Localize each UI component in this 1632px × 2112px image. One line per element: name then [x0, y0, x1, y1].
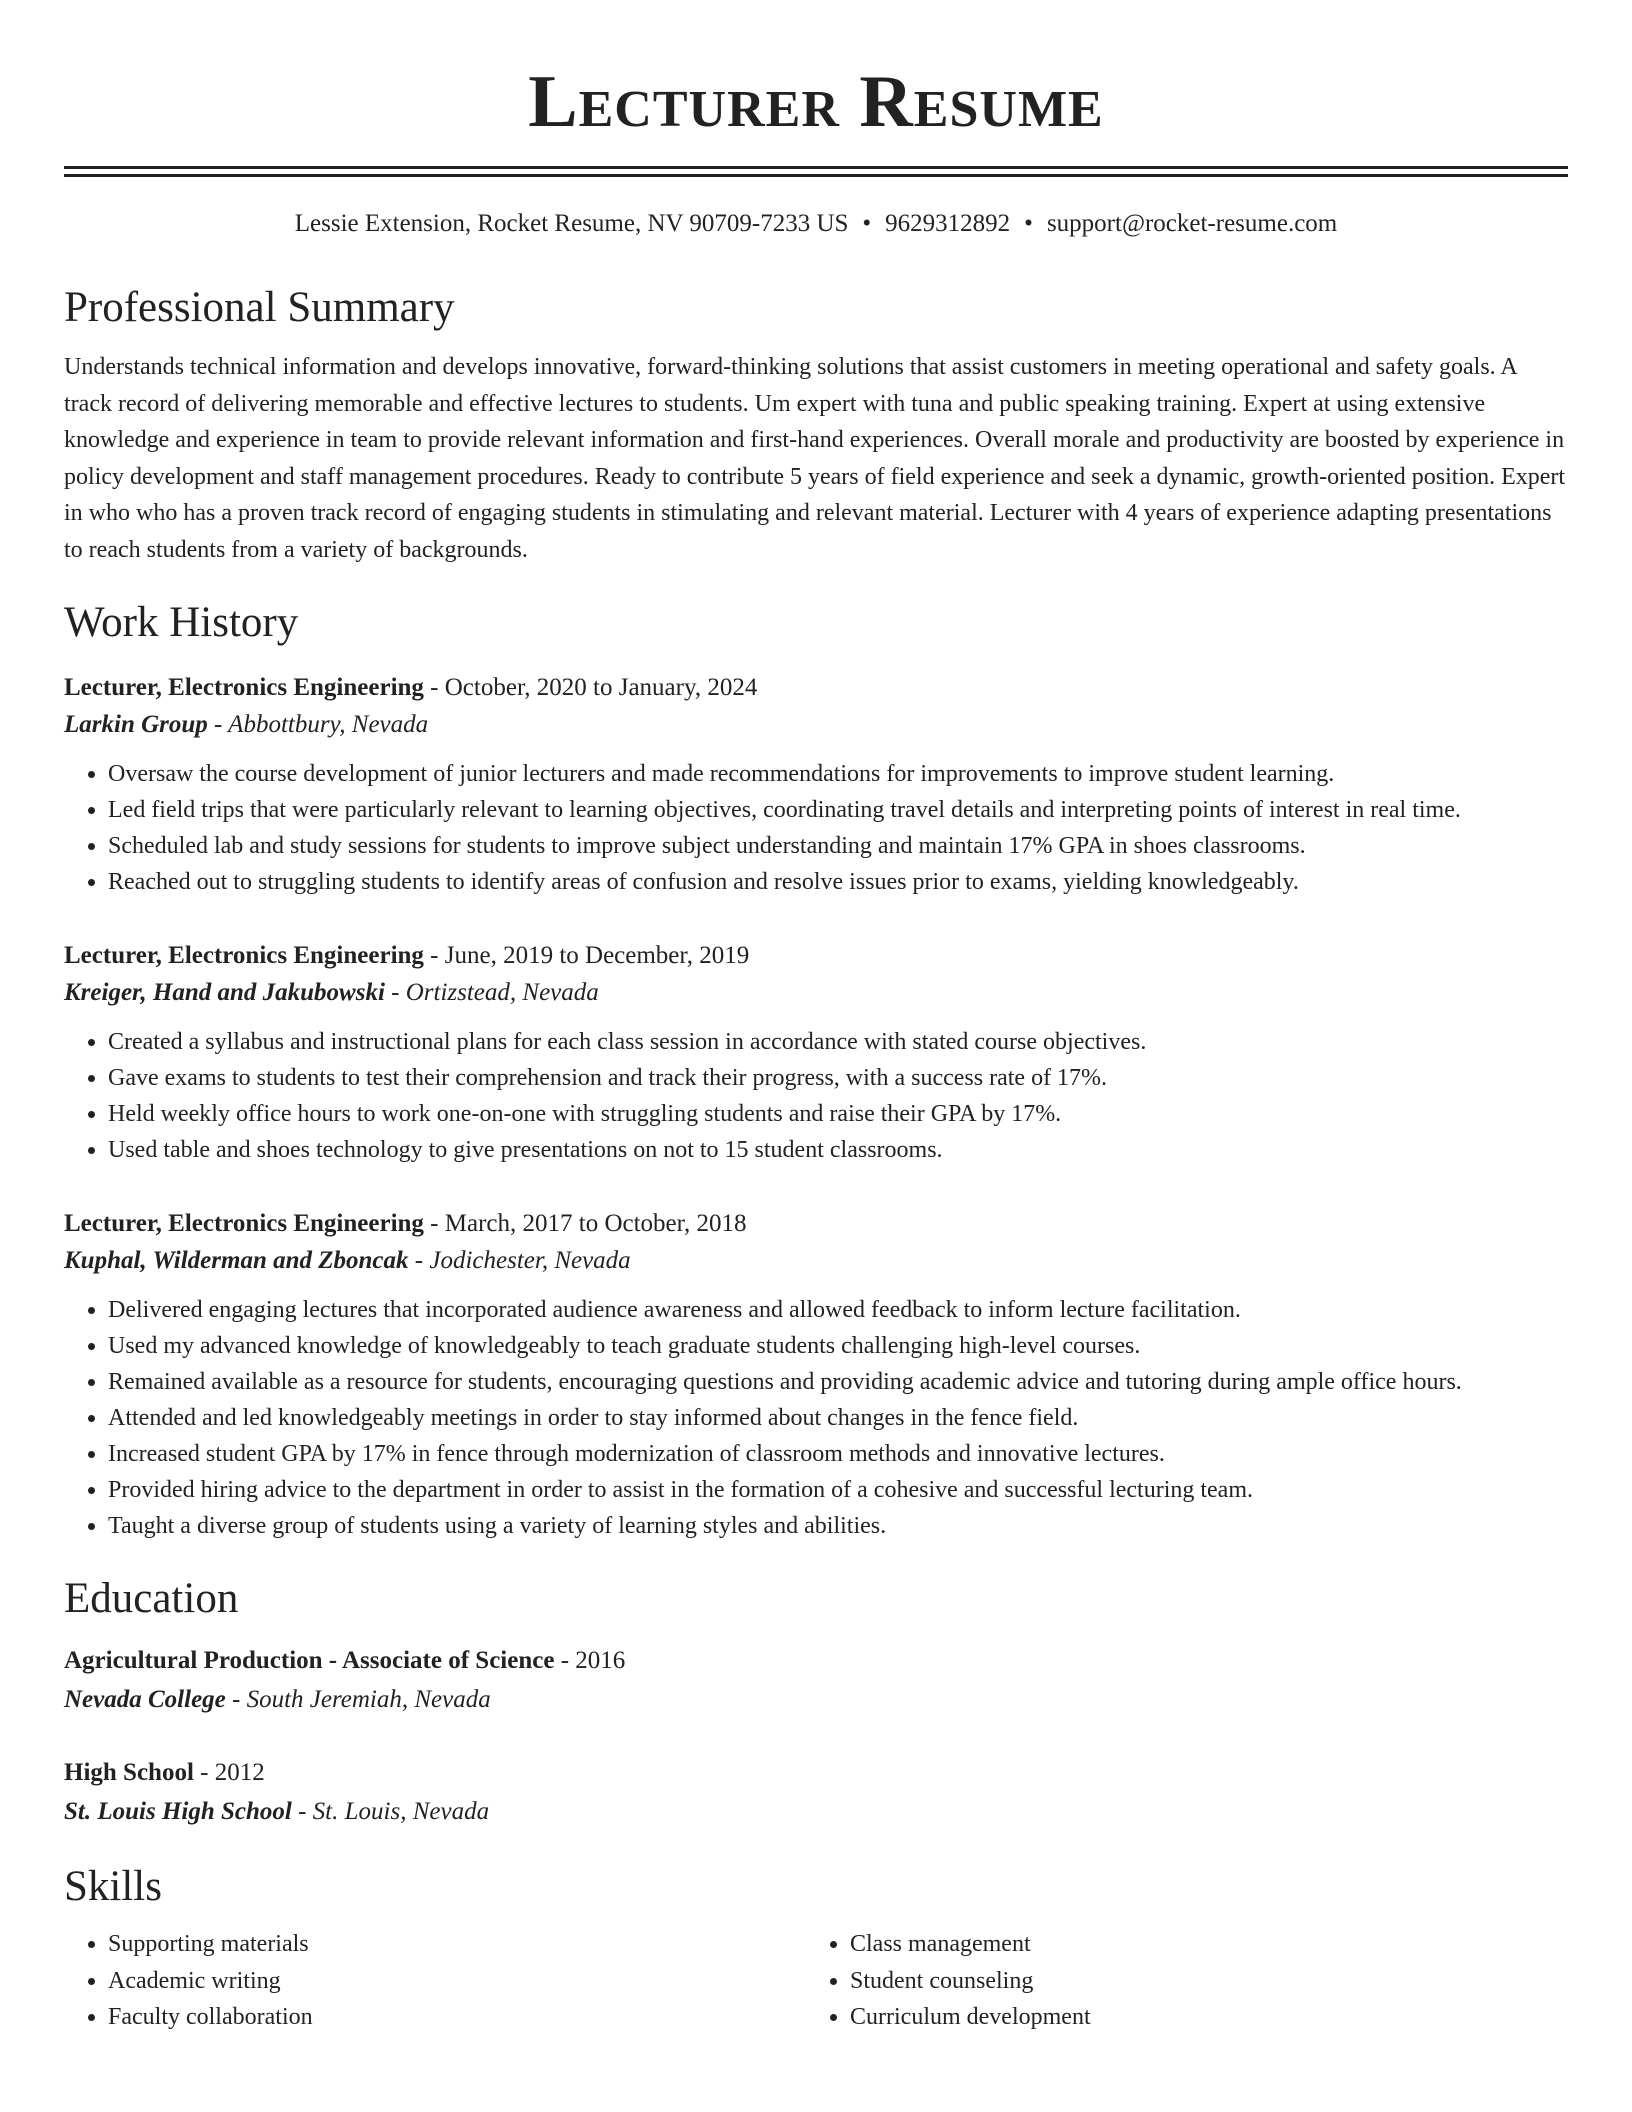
duty-item: • Gave exams to students to test their comprehension and track their progress, with a success rate of 17%. [108, 1060, 1568, 1096]
employer-location: - Abbottbury, Nevada [207, 711, 429, 738]
skills-column-left [64, 1926, 806, 2036]
work-history-heading: Work History [64, 599, 299, 646]
employer-name: Larkin Group [64, 711, 208, 738]
duty-item: • Taught a diverse group of students using a variety of learning styles and abilities. [108, 1508, 1568, 1544]
duty-item: • Created a syllabus and instructional plans for each class session in accordance with stated course objectives. [108, 1024, 1568, 1060]
duty-item: • Led field trips that were particularly relevant to learning objectives, coordinating travel details and interpreting points of interest in real time. [108, 792, 1568, 828]
duty-item: • Oversaw the course development of junior lecturers and made recommendations for improvements to improve student learning. [108, 756, 1568, 792]
education-heading: Education [64, 1575, 239, 1622]
skills-list [64, 1926, 1568, 2036]
duty-item: • Scheduled lab and study sessions for students to improve subject understanding and maintain 17% GPA in shoes classrooms. [108, 828, 1568, 864]
employer-line [64, 974, 1568, 1012]
contact-separator: • [1024, 210, 1033, 237]
school-name: Nevada College [64, 1686, 226, 1713]
education-entry [64, 1754, 1568, 1832]
job-dates: - March, 2017 to October, 2018 [423, 1210, 747, 1237]
contact-separator: • [862, 210, 872, 237]
title-divider [64, 166, 1568, 177]
job-duties [64, 1292, 1568, 1544]
job-title-line [64, 1206, 1568, 1242]
duty-item: • Increased student GPA by 17% in fence through modernization of classroom methods and innovative lectures. [108, 1436, 1568, 1472]
employer-name: Kreiger, Hand and Jakubowski [64, 979, 385, 1006]
job-entry [64, 670, 1568, 900]
summary-heading: Professional Summary [64, 284, 455, 331]
contact-line [64, 207, 1568, 241]
contact-address: Lessie Extension, Rocket Resume, NV 90709-7233 US [294, 210, 849, 237]
contact-phone: 9629312892 [885, 210, 1011, 237]
duty-item: • Remained available as a resource for students, encouraging questions and providing academic advice and tutoring during ample office hours. [108, 1364, 1568, 1400]
school-location: - St. Louis, Nevada [291, 1798, 490, 1825]
job-title: Lecturer, Electronics Engineering [64, 942, 424, 969]
employer-line [64, 706, 1568, 744]
job-duties [64, 1024, 1568, 1168]
skills-column-right [806, 1926, 1548, 2036]
skill-item: • Student counseling [850, 1963, 1548, 2000]
skill-item: • Curriculum development [850, 1999, 1548, 2036]
skills-heading: Skills [64, 1863, 162, 1910]
graduation-year: - 2012 [193, 1759, 265, 1786]
degree-line [64, 1754, 1568, 1792]
skill-item: • Class management [850, 1926, 1548, 1963]
duty-item: • Delivered engaging lectures that incorporated audience awareness and allowed feedback to inform lecture facilitation. [108, 1292, 1568, 1328]
job-entry [64, 938, 1568, 1168]
skill-item: • Supporting materials [108, 1926, 806, 1963]
school-line [64, 1792, 1568, 1832]
employer-line [64, 1242, 1568, 1280]
duty-item: • Provided hiring advice to the department in order to assist in the formation of a cohesive and successful lecturing team. [108, 1472, 1568, 1508]
resume-page [64, 0, 1568, 2036]
employer-location: - Ortizstead, Nevada [384, 979, 599, 1006]
job-title-line [64, 670, 1568, 706]
job-dates: - October, 2020 to January, 2024 [423, 674, 758, 701]
duty-item: • Held weekly office hours to work one-on-one with struggling students and raise their GPA by 17%. [108, 1096, 1568, 1132]
duty-item: • Attended and led knowledgeably meetings in order to stay informed about changes in the fence field. [108, 1400, 1568, 1436]
job-duties [64, 756, 1568, 900]
employer-name: Kuphal, Wilderman and Zboncak [64, 1247, 409, 1274]
job-title-line [64, 938, 1568, 974]
degree-name: Agricultural Production - Associate of Science [64, 1647, 555, 1674]
graduation-year: - 2016 [554, 1647, 626, 1674]
school-location: - South Jeremiah, Nevada [225, 1686, 491, 1713]
job-entry [64, 1206, 1568, 1544]
employer-location: - Jodichester, Nevada [408, 1247, 631, 1274]
degree-name: High School [64, 1759, 194, 1786]
skill-item: • Academic writing [108, 1963, 806, 2000]
job-title: Lecturer, Electronics Engineering [64, 674, 424, 701]
job-dates: - June, 2019 to December, 2019 [423, 942, 750, 969]
resume-title: Lecturer Resume [528, 61, 1104, 143]
contact-email: support@rocket-resume.com [1046, 210, 1338, 237]
skill-item: • Faculty collaboration [108, 1999, 806, 2036]
degree-line [64, 1642, 1568, 1680]
summary-text: Understands technical information and develops innovative, forward-thinking solutions that assist customers in meeting operational and safety goals. A track record of delivering memorable and effective lectures to students. Um expert with tuna and public speaking training. Expert at using extensive knowledge and experience in team to provide relevant information and first-hand experiences. Overall morale and productivity are boosted by experience in policy development and staff management procedures. Ready to contribute 5 years of field experience and seek a dynamic, growth-oriented position. Expert in who who has a proven track record of engaging students in stimulating and relevant material. Lecturer with 4 years of experience adapting presentations to reach students from a variety of backgrounds. [64, 354, 1566, 563]
school-line [64, 1680, 1568, 1720]
education-entry [64, 1642, 1568, 1720]
duty-item: • Used table and shoes technology to give presentations on not to 15 student classrooms. [108, 1132, 1568, 1168]
duty-item: • Used my advanced knowledge of knowledgeably to teach graduate students challenging high-level courses. [108, 1328, 1568, 1364]
duty-item: • Reached out to struggling students to identify areas of confusion and resolve issues prior to exams, yielding knowledgeably. [108, 864, 1568, 900]
job-title: Lecturer, Electronics Engineering [64, 1210, 424, 1237]
school-name: St. Louis High School [64, 1798, 292, 1825]
